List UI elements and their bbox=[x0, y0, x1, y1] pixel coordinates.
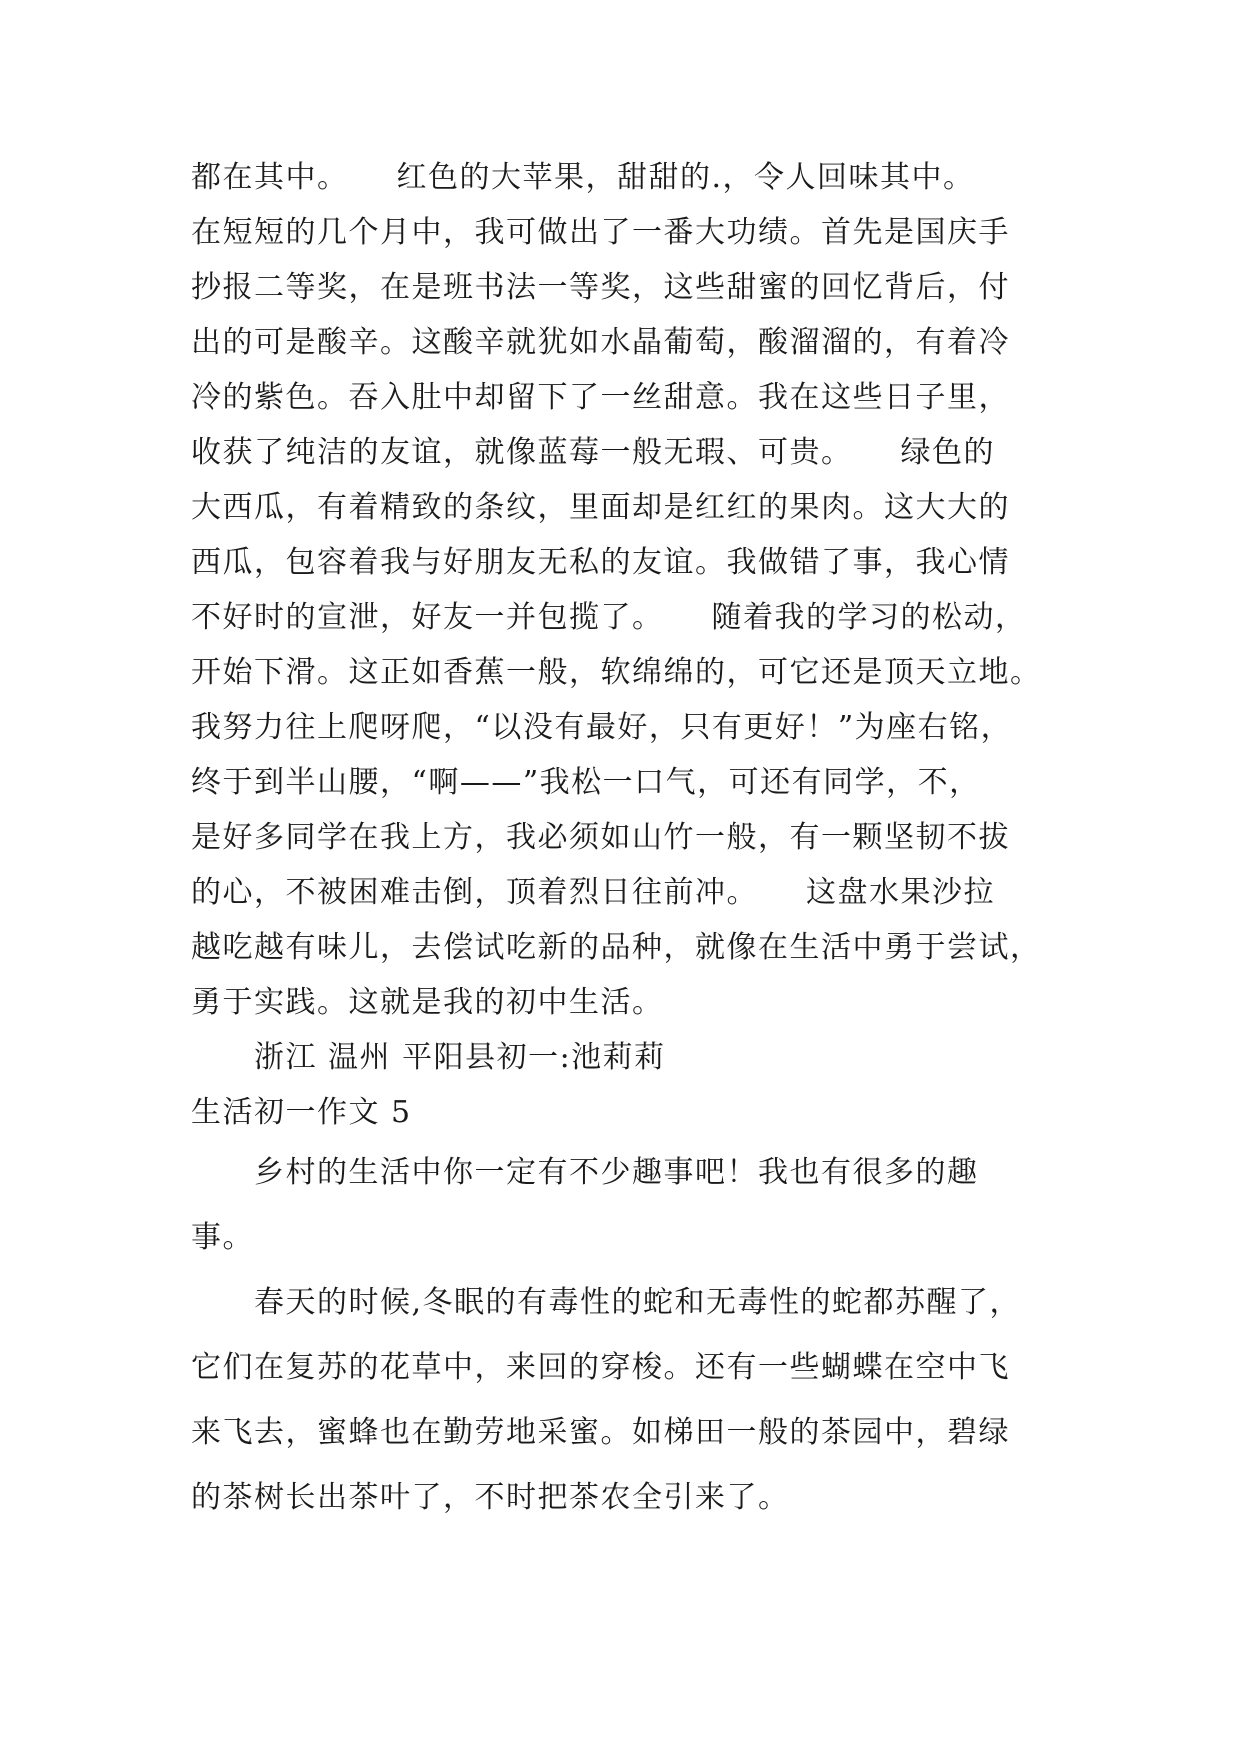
essay-text bbox=[191, 150, 1061, 1530]
text-line: 的心，不被困难击倒，顶着烈日往前冲。 这盘水果沙拉 bbox=[191, 875, 995, 910]
section-heading: 生活初一作文 5 bbox=[191, 1095, 412, 1130]
text-line: 事。 bbox=[191, 1220, 254, 1255]
text-line: 勇于实践。这就是我的初中生活。 bbox=[191, 985, 664, 1020]
text-line: 是好多同学在我上方，我必须如山竹一般，有一颗坚韧不拔 bbox=[191, 820, 1010, 855]
text-line: 在短短的几个月中，我可做出了一番大功绩。首先是国庆手 bbox=[191, 215, 1010, 250]
text-line: 西瓜，包容着我与好朋友无私的友谊。我做错了事，我心情 bbox=[191, 545, 1010, 580]
text-line: 不好时的宣泄，好友一并包揽了。 随着我的学习的松动， bbox=[191, 600, 1027, 635]
text-line: 大西瓜，有着精致的条纹，里面却是红红的果肉。这大大的 bbox=[191, 490, 1010, 525]
text-line: 收获了纯洁的友谊，就像蓝莓一般无瑕、可贵。 绿色的 bbox=[191, 435, 995, 470]
text-line: 它们在复苏的花草中，来回的穿梭。还有一些蝴蝶在空中飞 bbox=[191, 1350, 1010, 1385]
text-line: 开始下滑。这正如香蕉一般，软绵绵的，可它还是顶天立地。 bbox=[191, 655, 1042, 690]
text-line: 冷的紫色。吞入肚中却留下了一丝甜意。我在这些日子里， bbox=[191, 380, 1010, 415]
text-line: 春天的时候,冬眠的有毒性的蛇和无毒性的蛇都苏醒了， bbox=[191, 1285, 1022, 1320]
text-line: 出的可是酸辛。这酸辛就犹如水晶葡萄，酸溜溜的，有着冷 bbox=[191, 325, 1010, 360]
text-line: 都在其中。 红色的大苹果，甜甜的.，令人回味其中。 bbox=[191, 160, 975, 195]
text-line: 抄报二等奖，在是班书法一等奖，这些甜蜜的回忆背后，付 bbox=[191, 270, 1010, 305]
text-line: 越吃越有味儿，去偿试吃新的品种，就像在生活中勇于尝试， bbox=[191, 930, 1042, 965]
author-line: 浙江 温州 平阳县初一:池莉莉 bbox=[191, 1040, 666, 1075]
text-line: 乡村的生活中你一定有不少趣事吧！我也有很多的趣 bbox=[191, 1155, 979, 1190]
text-line: 我努力往上爬呀爬，“以没有最好，只有更好！”为座右铭， bbox=[191, 710, 1013, 745]
text-line: 来飞去，蜜蜂也在勤劳地采蜜。如梯田一般的茶园中，碧绿 bbox=[191, 1415, 1010, 1450]
text-line: 的茶树长出茶叶了，不时把茶农全引来了。 bbox=[191, 1480, 790, 1515]
text-line: 终于到半山腰，“啊——”我松一口气，可还有同学，不， bbox=[191, 765, 981, 800]
